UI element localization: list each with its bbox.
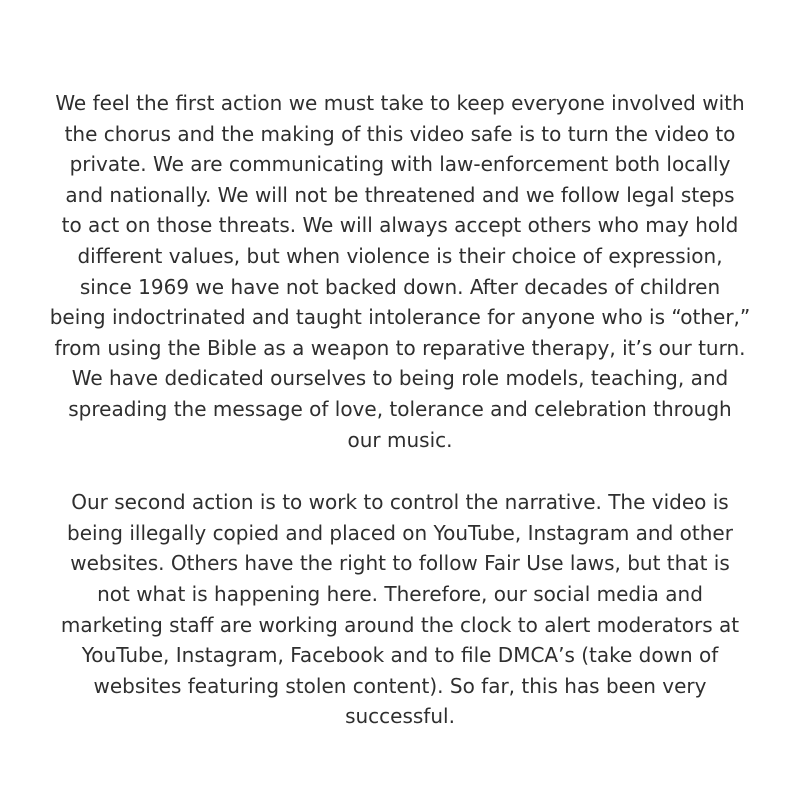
statement-text-block	[30, 88, 770, 732]
statement-paragraph-1: We feel the first action we must take to keep everyone involved with the chorus and the making of this video safe is to turn the video to private. We are communicating with law-enforcement both locally and nationally. We will not be threatened and we follow legal steps to act on those threats. We will always accept others who may hold different values, but when violence is their choice of expression, since 1969 we have not backed down. After decades of children being indoctrinated and taught intolerance for anyone who is “other,” from using the Bible as a weapon to reparative therapy, it’s our turn. We have dedicated ourselves to being role models, teaching, and spreading the message of love, tolerance and celebration through our music.	[49, 91, 751, 452]
statement-paragraph-2: Our second action is to work to control the narrative. The video is being illegally copied and placed on YouTube, Instagram and other websites. Others have the right to follow Fair Use laws, but that is not what is happening here. Therefore, our social media and marketing staff are working around the clock to alert moderators at YouTube, Instagram, Facebook and to file DMCA’s (take down of websites featuring stolen content). So far, this has been very successful.	[60, 490, 740, 729]
